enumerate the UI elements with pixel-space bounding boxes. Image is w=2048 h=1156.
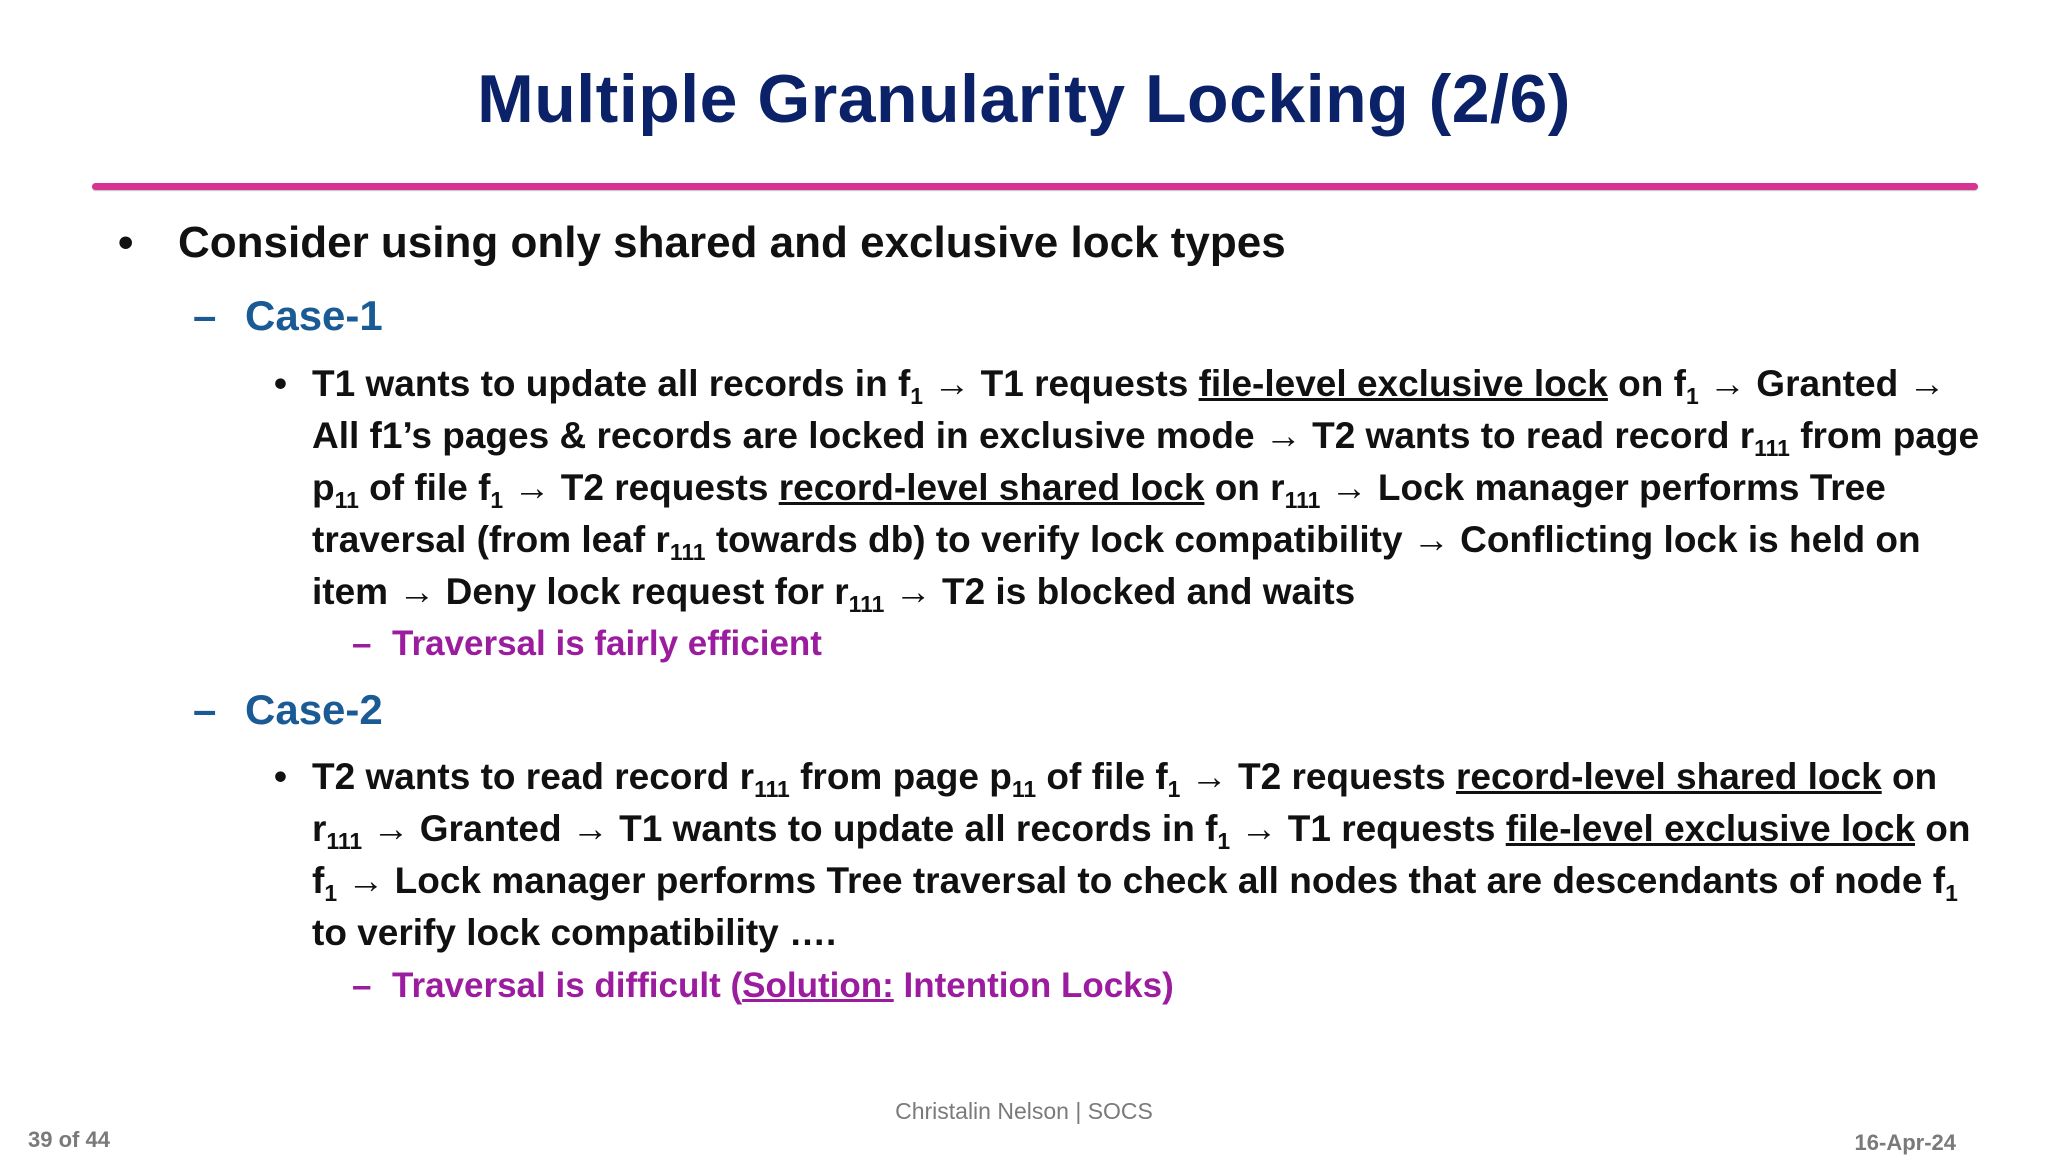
slide-number: 39 of 44 [28, 1127, 110, 1152]
text-segment: of file f [358, 467, 491, 508]
text-segment: towards db) to verify lock compatibility [705, 519, 1413, 560]
subscript: 111 [669, 539, 706, 566]
bullet-marker: • [118, 218, 134, 267]
arrow-icon: → [1190, 756, 1228, 797]
text-segment: T1 wants to update all records in f [608, 808, 1218, 849]
arrow-icon: → [347, 860, 385, 901]
subscript: 1 [1685, 383, 1699, 410]
subscript: 111 [848, 591, 885, 618]
text-segment: Deny lock request for r [435, 571, 849, 612]
case-1-label: Case-1 [245, 292, 383, 339]
subscript: 1 [1217, 828, 1231, 855]
case-2-heading [193, 686, 383, 734]
arrow-icon: → [513, 467, 551, 508]
subscript: 11 [334, 487, 359, 514]
case-1-text [312, 358, 1992, 618]
title-divider [92, 183, 1978, 190]
arrow-icon: → [1908, 363, 1946, 404]
subscript: 111 [1754, 435, 1790, 462]
text-segment: on r [1204, 467, 1285, 508]
text-segment: All f1’s pages & records are locked in exclusive mode [312, 415, 1265, 456]
subscript: 111 [1284, 487, 1321, 514]
subscript: 111 [754, 776, 790, 803]
text-segment: T1 wants to update all records in f [312, 363, 911, 404]
arrow-icon: → [571, 808, 609, 849]
text-segment: T2 requests [550, 467, 779, 508]
arrow-icon: → [933, 363, 971, 404]
text-segment: on f [312, 808, 1971, 901]
subscript: 1 [910, 383, 924, 410]
text-segment: T1 requests [1277, 808, 1506, 849]
slide-title: Multiple Granularity Locking (2/6) [477, 61, 1571, 137]
arrow-icon: → [894, 571, 932, 612]
bullet-marker: • [274, 363, 287, 404]
text-segment: to verify lock compatibility …. [312, 912, 837, 953]
text-segment: Granted [1746, 363, 1909, 404]
text-segment: of file f [1036, 756, 1168, 797]
solution-term: Solution: [742, 966, 894, 1005]
bullet-marker: • [274, 756, 287, 797]
case-2-paragraph [274, 751, 1992, 959]
text-segment: T2 requests [1227, 756, 1456, 797]
underlined-term: file-level exclusive lock [1198, 363, 1608, 404]
dash-marker: – [193, 686, 217, 733]
arrow-icon: → [1264, 415, 1302, 456]
text-segment: T2 is blocked and waits [931, 571, 1356, 612]
text-segment: from page p [312, 415, 1980, 508]
subscript: 1 [490, 487, 504, 514]
dash-marker: – [352, 966, 372, 1005]
underlined-term: file-level exclusive lock [1505, 808, 1916, 849]
arrow-icon: → [1240, 808, 1278, 849]
case-1-paragraph [274, 358, 1992, 618]
arrow-icon: → [1330, 467, 1368, 508]
case-2-note-text: Intention Locks) [893, 966, 1174, 1005]
text-segment: T2 wants to read record r [312, 756, 755, 797]
subscript: 1 [324, 880, 338, 907]
case-1-note [352, 624, 822, 664]
text-segment: T2 wants to read record r [1301, 415, 1755, 456]
text-segment: Conflicting lock is held on item [312, 519, 1921, 612]
arrow-icon: → [398, 571, 436, 612]
text-segment: on f [1607, 363, 1686, 404]
case-2-note [352, 966, 1174, 1006]
underlined-term: record-level shared lock [1455, 756, 1882, 797]
arrow-icon: → [372, 808, 410, 849]
case-2-label: Case-2 [245, 686, 383, 733]
main-bullet-text: Consider using only shared and exclusive lock types [178, 218, 1286, 267]
case-2-text [312, 751, 1992, 959]
subscript: 11 [1011, 776, 1037, 803]
text-segment: on r [312, 756, 1938, 849]
text-segment: Lock manager performs Tree traversal (from leaf r [312, 467, 1886, 560]
arrow-icon: → [1412, 519, 1450, 560]
subscript: 111 [326, 828, 363, 855]
arrow-icon: → [1709, 363, 1747, 404]
underlined-term: record-level shared lock [778, 467, 1205, 508]
text-segment: T1 requests [970, 363, 1199, 404]
case-2-note-text: Traversal is difficult ( [392, 966, 743, 1005]
subscript: 1 [1945, 880, 1958, 907]
dash-marker: – [193, 292, 217, 339]
text-segment: Lock manager performs Tree traversal to check all nodes that are descendants of node f [384, 860, 1946, 901]
dash-marker: – [352, 624, 372, 663]
case-1-heading [193, 292, 383, 340]
slide-date: 16-Apr-24 [1854, 1130, 1956, 1155]
case-1-note-text: Traversal is fairly efficient [392, 624, 822, 663]
text-segment: from page p [789, 756, 1012, 797]
footer-author: Christalin Nelson | SOCS [895, 1098, 1153, 1124]
subscript: 1 [1167, 776, 1181, 803]
text-segment: Granted [409, 808, 572, 849]
